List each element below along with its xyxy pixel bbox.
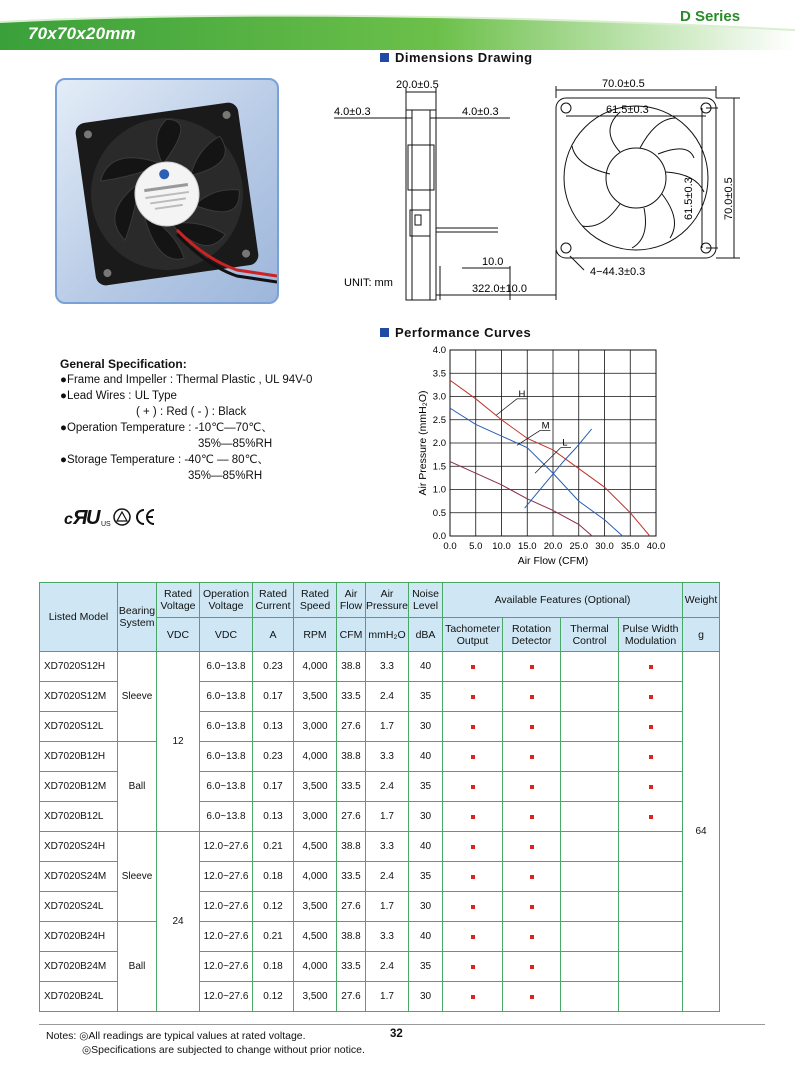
feature-mark-icon bbox=[530, 845, 534, 849]
feature-mark-icon bbox=[471, 965, 475, 969]
feature-mark-icon bbox=[471, 755, 475, 759]
cell-current: 0.21 bbox=[253, 832, 294, 862]
y-tick-label: 2.0 bbox=[432, 438, 446, 449]
cell-tach bbox=[443, 742, 503, 772]
cell-op-voltage: 6.0~13.8 bbox=[200, 772, 253, 802]
performance-chart bbox=[410, 342, 690, 577]
cell-model: XD7020B12M bbox=[40, 772, 118, 802]
general-specification bbox=[60, 356, 312, 484]
cell-rotation bbox=[503, 862, 561, 892]
feature-mark-icon bbox=[530, 665, 534, 669]
table-row bbox=[40, 832, 720, 862]
table-row bbox=[40, 742, 720, 772]
cell-op-voltage: 12.0~27.6 bbox=[200, 832, 253, 862]
th-thermal: Thermal Control bbox=[561, 618, 619, 652]
feature-mark-icon bbox=[471, 935, 475, 939]
th-bearing: Bearing System bbox=[118, 583, 157, 652]
cell-pwm bbox=[619, 742, 683, 772]
cell-thermal bbox=[561, 952, 619, 982]
feature-mark-icon bbox=[471, 875, 475, 879]
feature-mark-icon bbox=[471, 815, 475, 819]
cell-thermal bbox=[561, 832, 619, 862]
cell-speed: 4,000 bbox=[294, 952, 337, 982]
th-tach: Tachometer Output bbox=[443, 618, 503, 652]
cell-thermal bbox=[561, 772, 619, 802]
feature-mark-icon bbox=[530, 695, 534, 699]
cell-speed: 4,000 bbox=[294, 652, 337, 682]
cell-noise: 35 bbox=[409, 772, 443, 802]
cell-speed: 3,500 bbox=[294, 982, 337, 1012]
cell-current: 0.13 bbox=[253, 712, 294, 742]
th-rated-current: Rated Current bbox=[253, 583, 294, 618]
cell-flow: 33.5 bbox=[337, 952, 366, 982]
cell-rotation bbox=[503, 652, 561, 682]
cell-pwm bbox=[619, 832, 683, 862]
cell-noise: 40 bbox=[409, 742, 443, 772]
feature-mark-icon bbox=[530, 725, 534, 729]
cell-op-voltage: 12.0~27.6 bbox=[200, 982, 253, 1012]
unit-pressure: mmH₂O bbox=[366, 618, 409, 652]
cell-noise: 30 bbox=[409, 802, 443, 832]
cell-thermal bbox=[561, 862, 619, 892]
dimensions-drawing bbox=[320, 70, 760, 310]
cell-model: XD7020B24M bbox=[40, 952, 118, 982]
cell-current: 0.23 bbox=[253, 742, 294, 772]
cell-pwm bbox=[619, 682, 683, 712]
svg-text:U: U bbox=[86, 507, 101, 529]
spec-lead-wires: ●Lead Wires : UL Type bbox=[60, 390, 177, 402]
cell-noise: 30 bbox=[409, 712, 443, 742]
cell-pressure: 2.4 bbox=[366, 772, 409, 802]
feature-mark-icon bbox=[649, 665, 653, 669]
cell-rated-voltage: 24 bbox=[157, 832, 200, 1012]
cell-rotation bbox=[503, 712, 561, 742]
spec-storage-rh: 35%—85%RH bbox=[188, 470, 263, 482]
cell-rotation bbox=[503, 682, 561, 712]
table-row bbox=[40, 922, 720, 952]
cell-weight: 64 bbox=[683, 652, 720, 1012]
cell-bearing: Sleeve bbox=[118, 832, 157, 922]
dim-lead-length: 322.0±10.0 bbox=[472, 283, 527, 295]
cell-model: XD7020B12H bbox=[40, 742, 118, 772]
svg-text:c: c bbox=[64, 511, 73, 528]
cell-pwm bbox=[619, 922, 683, 952]
cell-speed: 3,000 bbox=[294, 802, 337, 832]
dim-v-hole-spacing: 61.5±0.3 bbox=[683, 177, 695, 220]
cell-speed: 3,500 bbox=[294, 892, 337, 922]
table-row bbox=[40, 652, 720, 682]
cell-current: 0.18 bbox=[253, 862, 294, 892]
svg-text:US: US bbox=[101, 521, 111, 528]
feature-mark-icon bbox=[530, 935, 534, 939]
cell-tach bbox=[443, 832, 503, 862]
cell-flow: 33.5 bbox=[337, 772, 366, 802]
cell-bearing: Sleeve bbox=[118, 652, 157, 742]
series-label-H: H bbox=[518, 388, 526, 400]
cell-rotation bbox=[503, 952, 561, 982]
y-tick-label: 3.0 bbox=[432, 391, 446, 403]
cell-pwm bbox=[619, 862, 683, 892]
cell-tach bbox=[443, 712, 503, 742]
cell-flow: 38.8 bbox=[337, 922, 366, 952]
spec-op-temp: ●Operation Temperature : -10℃—70℃、 bbox=[60, 422, 273, 434]
cell-tach bbox=[443, 772, 503, 802]
cell-flow: 38.8 bbox=[337, 832, 366, 862]
cell-pwm bbox=[619, 892, 683, 922]
svg-text:Я: Я bbox=[73, 507, 88, 529]
cell-current: 0.13 bbox=[253, 802, 294, 832]
cell-noise: 30 bbox=[409, 982, 443, 1012]
cell-rotation bbox=[503, 772, 561, 802]
cell-rotation bbox=[503, 892, 561, 922]
feature-mark-icon bbox=[649, 755, 653, 759]
cell-flow: 27.6 bbox=[337, 712, 366, 742]
feature-mark-icon bbox=[471, 785, 475, 789]
feature-mark-icon bbox=[530, 965, 534, 969]
cell-tach bbox=[443, 952, 503, 982]
cell-current: 0.12 bbox=[253, 892, 294, 922]
cell-model: XD7020S24M bbox=[40, 862, 118, 892]
feature-mark-icon bbox=[530, 905, 534, 909]
spec-lead-colors: ( + ) : Red ( - ) : Black bbox=[136, 406, 247, 418]
cell-model: XD7020B12L bbox=[40, 802, 118, 832]
cell-thermal bbox=[561, 802, 619, 832]
y-tick-label: 4.0 bbox=[432, 345, 446, 356]
cell-tach bbox=[443, 922, 503, 952]
dim-hole-spacing: 61.5±0.3 bbox=[606, 104, 649, 116]
cell-op-voltage: 12.0~27.6 bbox=[200, 892, 253, 922]
y-tick-label: 0.0 bbox=[432, 531, 446, 542]
model-size-title: 70x70x20mm bbox=[28, 24, 136, 43]
x-tick-label: 10.0 bbox=[492, 541, 511, 552]
cell-model: XD7020S12L bbox=[40, 712, 118, 742]
cell-tach bbox=[443, 982, 503, 1012]
cell-pressure: 1.7 bbox=[366, 892, 409, 922]
cell-pressure: 3.3 bbox=[366, 922, 409, 952]
cell-pressure: 1.7 bbox=[366, 802, 409, 832]
ce-mark-icon bbox=[137, 510, 154, 524]
feature-mark-icon bbox=[530, 785, 534, 789]
cell-thermal bbox=[561, 922, 619, 952]
series-label-L: L bbox=[562, 437, 568, 449]
th-rated-speed: Rated Speed bbox=[294, 583, 337, 618]
cell-model: XD7020B24H bbox=[40, 922, 118, 952]
cell-flow: 38.8 bbox=[337, 652, 366, 682]
cell-thermal bbox=[561, 652, 619, 682]
cell-op-voltage: 12.0~27.6 bbox=[200, 922, 253, 952]
cell-pressure: 3.3 bbox=[366, 742, 409, 772]
cell-current: 0.17 bbox=[253, 682, 294, 712]
cell-flow: 27.6 bbox=[337, 892, 366, 922]
cell-pressure: 1.7 bbox=[366, 712, 409, 742]
cell-current: 0.23 bbox=[253, 652, 294, 682]
th-pwm: Pulse Width Modulation bbox=[619, 618, 683, 652]
th-weight: Weight bbox=[683, 583, 720, 618]
footer-divider bbox=[39, 1024, 765, 1025]
cell-speed: 4,000 bbox=[294, 742, 337, 772]
cell-current: 0.12 bbox=[253, 982, 294, 1012]
cell-op-voltage: 6.0~13.8 bbox=[200, 742, 253, 772]
th-noise: Noise Level bbox=[409, 583, 443, 618]
cell-current: 0.18 bbox=[253, 952, 294, 982]
x-tick-label: 35.0 bbox=[621, 541, 640, 552]
cell-pwm bbox=[619, 802, 683, 832]
cell-model: XD7020S24H bbox=[40, 832, 118, 862]
safety-mark-icon bbox=[114, 509, 130, 525]
unit-speed: RPM bbox=[294, 618, 337, 652]
performance-title: Performance Curves bbox=[380, 325, 531, 340]
unit-op-voltage: VDC bbox=[200, 618, 253, 652]
cell-bearing: Ball bbox=[118, 922, 157, 1012]
feature-mark-icon bbox=[471, 665, 475, 669]
cell-rotation bbox=[503, 982, 561, 1012]
cell-thermal bbox=[561, 982, 619, 1012]
th-air-flow: Air Flow bbox=[337, 583, 366, 618]
x-tick-label: 0.0 bbox=[443, 541, 457, 552]
cell-speed: 3,000 bbox=[294, 712, 337, 742]
cell-noise: 40 bbox=[409, 922, 443, 952]
unit-noise: dBA bbox=[409, 618, 443, 652]
dim-side-right: 4.0±0.3 bbox=[462, 106, 499, 118]
spec-op-rh: 35%—85%RH bbox=[198, 438, 273, 450]
cell-flow: 33.5 bbox=[337, 682, 366, 712]
series-label: D Series bbox=[680, 8, 741, 25]
product-photo bbox=[55, 78, 279, 304]
cell-op-voltage: 6.0~13.8 bbox=[200, 652, 253, 682]
dimensions-title: Dimensions Drawing bbox=[380, 50, 533, 65]
cell-pwm bbox=[619, 652, 683, 682]
cell-rotation bbox=[503, 832, 561, 862]
y-tick-label: 3.5 bbox=[432, 368, 446, 380]
feature-mark-icon bbox=[649, 695, 653, 699]
cell-op-voltage: 6.0~13.8 bbox=[200, 802, 253, 832]
cell-speed: 4,000 bbox=[294, 862, 337, 892]
cell-pwm bbox=[619, 952, 683, 982]
cell-rotation bbox=[503, 922, 561, 952]
cell-model: XD7020S12H bbox=[40, 652, 118, 682]
cell-op-voltage: 12.0~27.6 bbox=[200, 952, 253, 982]
cell-op-voltage: 6.0~13.8 bbox=[200, 682, 253, 712]
spec-title: General Specification: bbox=[60, 357, 187, 371]
cell-thermal bbox=[561, 742, 619, 772]
th-rotation: Rotation Detector bbox=[503, 618, 561, 652]
cell-rated-voltage: 12 bbox=[157, 652, 200, 832]
cell-pressure: 2.4 bbox=[366, 952, 409, 982]
th-model: Listed Model bbox=[40, 583, 118, 652]
x-tick-label: 15.0 bbox=[518, 541, 537, 552]
cell-bearing: Ball bbox=[118, 742, 157, 832]
page-number: 32 bbox=[390, 1028, 403, 1040]
cell-thermal bbox=[561, 712, 619, 742]
unit-rated-voltage: VDC bbox=[157, 618, 200, 652]
unit-flow: CFM bbox=[337, 618, 366, 652]
dim-v-outer: 70.0±0.5 bbox=[723, 177, 735, 220]
ul-logo-icon bbox=[64, 507, 111, 529]
cell-tach bbox=[443, 892, 503, 922]
dim-outer: 70.0±0.5 bbox=[602, 78, 645, 90]
cell-speed: 3,500 bbox=[294, 772, 337, 802]
feature-mark-icon bbox=[471, 845, 475, 849]
cell-pressure: 1.7 bbox=[366, 982, 409, 1012]
th-air-pressure: Air Pressure bbox=[366, 583, 409, 618]
note-line-2: ◎Specifications are subjected to change without prior notice. bbox=[82, 1044, 365, 1056]
y-axis-label: Air Pressure (mmH₂O) bbox=[417, 390, 429, 496]
cell-flow: 38.8 bbox=[337, 742, 366, 772]
cell-tach bbox=[443, 802, 503, 832]
x-tick-label: 25.0 bbox=[569, 541, 588, 552]
unit-weight: g bbox=[683, 618, 720, 652]
note-line-1: Notes: ◎All readings are typical values at rated voltage. bbox=[46, 1030, 306, 1042]
dim-side-left: 4.0±0.3 bbox=[334, 106, 371, 118]
fan-photo-icon bbox=[57, 80, 277, 302]
feature-mark-icon bbox=[471, 905, 475, 909]
unit-current: A bbox=[253, 618, 294, 652]
cell-model: XD7020S12M bbox=[40, 682, 118, 712]
x-tick-label: 30.0 bbox=[595, 541, 614, 552]
spec-storage-temp: ●Storage Temperature : -40℃ — 80℃、 bbox=[60, 454, 269, 466]
dim-width-total: 20.0±0.5 bbox=[396, 79, 439, 91]
cell-flow: 27.6 bbox=[337, 802, 366, 832]
spec-frame: ●Frame and Impeller : Thermal Plastic , UL 94V-0 bbox=[60, 374, 313, 386]
cell-noise: 35 bbox=[409, 682, 443, 712]
dim-hole-dia: 4−44.3±0.3 bbox=[590, 266, 646, 278]
cell-noise: 30 bbox=[409, 892, 443, 922]
cell-pressure: 2.4 bbox=[366, 682, 409, 712]
cell-current: 0.21 bbox=[253, 922, 294, 952]
cell-model: XD7020S24L bbox=[40, 892, 118, 922]
cell-speed: 4,500 bbox=[294, 832, 337, 862]
cell-pwm bbox=[619, 772, 683, 802]
th-rated-voltage: Rated Voltage bbox=[157, 583, 200, 618]
cell-op-voltage: 6.0~13.8 bbox=[200, 712, 253, 742]
certification-logos bbox=[64, 505, 154, 529]
cell-noise: 40 bbox=[409, 652, 443, 682]
cell-tach bbox=[443, 652, 503, 682]
th-op-voltage: Operation Voltage bbox=[200, 583, 253, 618]
feature-mark-icon bbox=[471, 995, 475, 999]
cell-op-voltage: 12.0~27.6 bbox=[200, 862, 253, 892]
cell-flow: 33.5 bbox=[337, 862, 366, 892]
cell-pwm bbox=[619, 982, 683, 1012]
dim-unit: UNIT: mm bbox=[344, 277, 393, 289]
feature-mark-icon bbox=[649, 785, 653, 789]
cell-pressure: 3.3 bbox=[366, 832, 409, 862]
cell-speed: 3,500 bbox=[294, 682, 337, 712]
spec-table bbox=[39, 582, 720, 1012]
cell-pressure: 3.3 bbox=[366, 652, 409, 682]
x-axis-label: Air Flow (CFM) bbox=[517, 555, 589, 567]
feature-mark-icon bbox=[530, 815, 534, 819]
th-features: Available Features (Optional) bbox=[443, 583, 683, 618]
feature-mark-icon bbox=[471, 695, 475, 699]
cell-rotation bbox=[503, 742, 561, 772]
cell-model: XD7020B24L bbox=[40, 982, 118, 1012]
feature-mark-icon bbox=[530, 755, 534, 759]
cell-thermal bbox=[561, 682, 619, 712]
cell-pwm bbox=[619, 712, 683, 742]
x-tick-label: 40.0 bbox=[646, 541, 666, 552]
cell-tach bbox=[443, 862, 503, 892]
feature-mark-icon bbox=[530, 875, 534, 879]
x-tick-label: 5.0 bbox=[469, 541, 483, 552]
cell-flow: 27.6 bbox=[337, 982, 366, 1012]
cell-speed: 4,500 bbox=[294, 922, 337, 952]
dim-lead-strip: 10.0 bbox=[482, 256, 504, 268]
cell-thermal bbox=[561, 892, 619, 922]
y-tick-label: 1.0 bbox=[432, 484, 446, 496]
cell-rotation bbox=[503, 802, 561, 832]
feature-mark-icon bbox=[530, 995, 534, 999]
cell-noise: 35 bbox=[409, 862, 443, 892]
cell-current: 0.17 bbox=[253, 772, 294, 802]
feature-mark-icon bbox=[649, 815, 653, 819]
feature-mark-icon bbox=[471, 725, 475, 729]
series-label-M: M bbox=[541, 420, 550, 432]
y-tick-label: 1.5 bbox=[432, 461, 446, 473]
y-tick-label: 2.5 bbox=[432, 414, 446, 426]
cell-pressure: 2.4 bbox=[366, 862, 409, 892]
cell-noise: 35 bbox=[409, 952, 443, 982]
cell-noise: 40 bbox=[409, 832, 443, 862]
y-tick-label: 0.5 bbox=[432, 507, 446, 519]
feature-mark-icon bbox=[649, 725, 653, 729]
x-tick-label: 20.0 bbox=[543, 541, 563, 552]
cell-tach bbox=[443, 682, 503, 712]
notes bbox=[46, 1029, 365, 1057]
